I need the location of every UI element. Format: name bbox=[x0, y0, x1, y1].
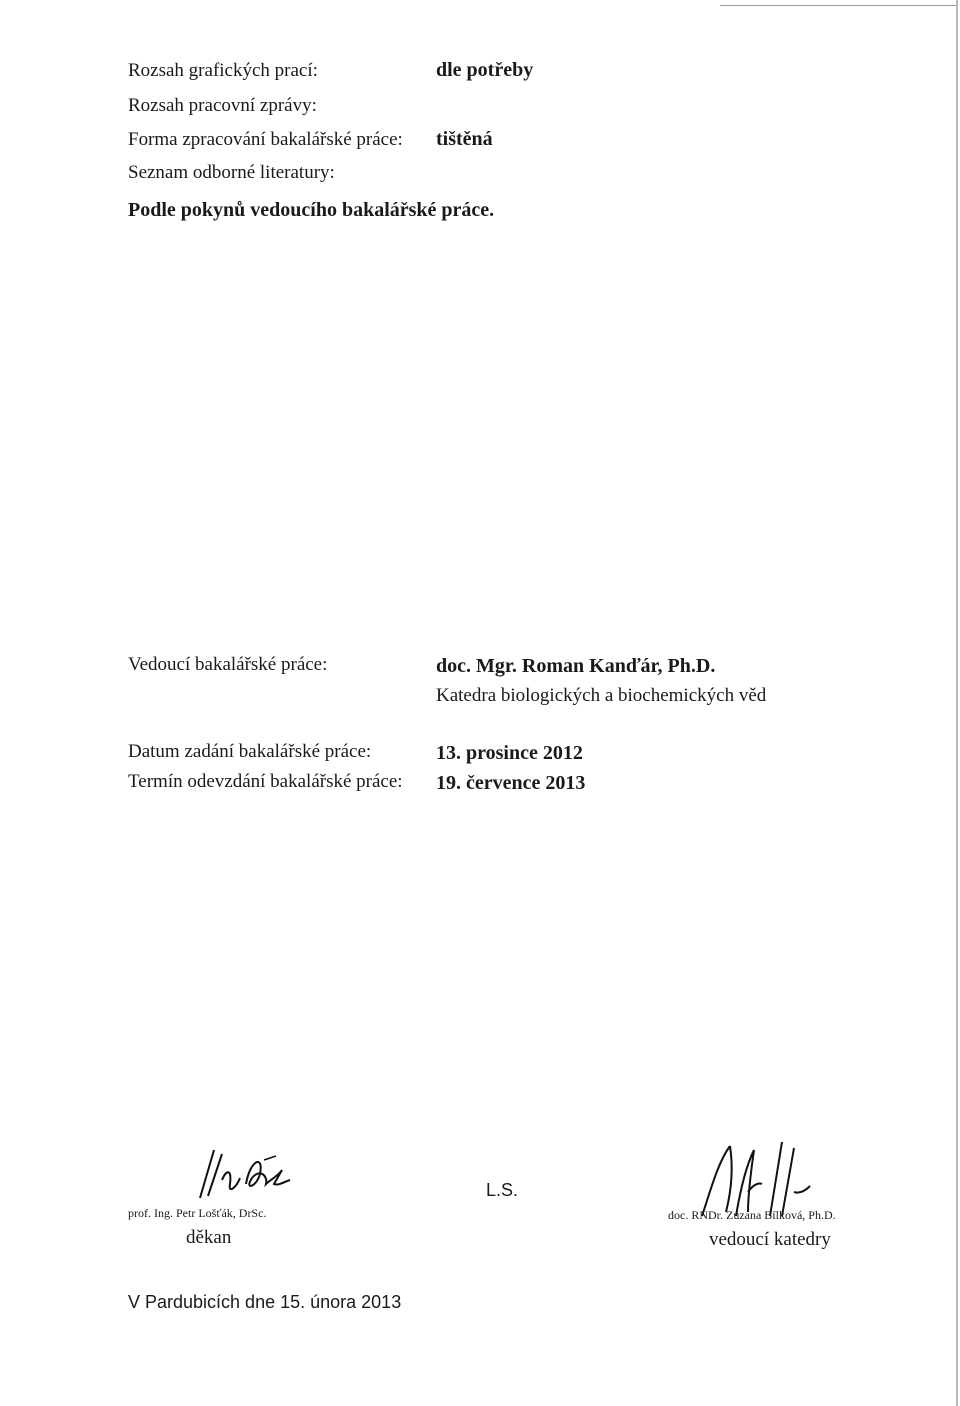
graphics-label: Rozsah grafických prací: bbox=[128, 60, 318, 81]
scan-edge-right bbox=[956, 0, 958, 1406]
head-name: doc. RNDr. Zuzana Bílková, Ph.D. bbox=[668, 1208, 836, 1222]
graphics-value: dle potřeby bbox=[436, 59, 534, 81]
assigned-label: Datum zadání bakalářské práce: bbox=[128, 741, 372, 762]
seal-mark: L.S. bbox=[486, 1180, 519, 1200]
head-role: vedoucí katedry bbox=[709, 1229, 831, 1250]
report-label: Rozsah pracovní zprávy: bbox=[128, 95, 317, 116]
form-value: tištěná bbox=[436, 128, 493, 150]
supervisor-label: Vedoucí bakalářské práce: bbox=[128, 654, 328, 675]
dean-role: děkan bbox=[186, 1227, 232, 1248]
supervisor-name: doc. Mgr. Roman Kanďár, Ph.D. bbox=[436, 655, 716, 677]
place-date: V Pardubicích dne 15. února 2013 bbox=[128, 1292, 402, 1312]
supervisor-department: Katedra biologických a biochemických věd bbox=[436, 685, 767, 706]
literature-value: Podle pokynů vedoucího bakalářské práce. bbox=[128, 199, 495, 221]
dean-signature bbox=[186, 1140, 296, 1206]
scan-edge-top bbox=[720, 5, 956, 6]
assigned-value: 13. prosince 2012 bbox=[436, 742, 583, 764]
literature-label: Seznam odborné literatury: bbox=[128, 162, 335, 183]
deadline-value: 19. července 2013 bbox=[436, 772, 586, 794]
form-label: Forma zpracování bakalářské práce: bbox=[128, 129, 403, 150]
dean-name: prof. Ing. Petr Lošťák, DrSc. bbox=[128, 1206, 267, 1220]
deadline-label: Termín odevzdání bakalářské práce: bbox=[128, 771, 403, 792]
